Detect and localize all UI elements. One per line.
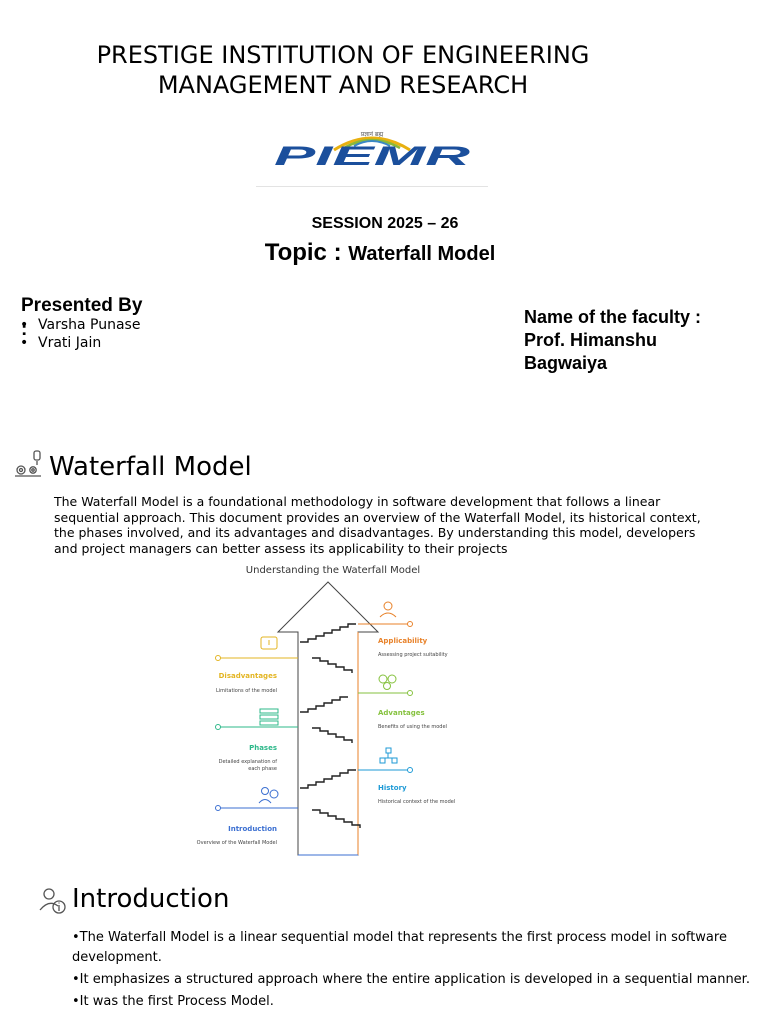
infographic-item-title: History (378, 784, 407, 792)
faculty-block (524, 306, 754, 375)
topic-value: Waterfall Model (348, 243, 496, 265)
infographic-item-desc: Benefits of using the model (378, 724, 447, 730)
student-list (20, 316, 140, 352)
waterfall-infographic (160, 560, 510, 860)
infographic-item-desc: Overview of the Waterfall Model (196, 840, 277, 846)
user-info-icon (38, 886, 68, 916)
user-info-icon (259, 788, 278, 804)
logo-subtext: प्रज्ञानं ब्रह्म (360, 131, 384, 138)
infographic-item-desc: Detailed explanation of each phase (218, 759, 277, 772)
person-thinking-icon (380, 602, 396, 617)
student-name: • Varsha Punase (20, 316, 140, 334)
infographic-item-title: Disadvantages (218, 672, 277, 680)
session-label: SESSION 2025 – 26 (311, 215, 459, 232)
infographic-item-desc: Assessing project suitability (378, 652, 448, 658)
infographic-item-desc: Limitations of the model (215, 688, 277, 694)
list-item: • It was the first Process Model. (72, 992, 752, 1012)
topic-label: Topic : (264, 239, 349, 266)
list-item: • It emphasizes a structured approach where the entire application is developed in a sequential manner. (72, 970, 752, 990)
presented-by-label: Presented By : (21, 295, 143, 340)
faculty-label: Name of the faculty : (524, 307, 702, 327)
infographic-item-title: Introduction (228, 825, 277, 833)
infographic-item-title: Advantages (378, 709, 425, 717)
section-title-waterfall: Waterfall Model (49, 452, 252, 482)
institution-name (40, 40, 646, 100)
stacked-layers-icon (260, 709, 278, 725)
network-nodes-icon (380, 748, 397, 763)
infographic-item-title: Applicability (378, 637, 428, 645)
gears-cluster-icon (379, 675, 396, 690)
piemr-logo (256, 124, 488, 187)
warning-speech-icon (261, 637, 277, 649)
topic-heading (200, 239, 560, 267)
process-gears-icon (12, 449, 44, 479)
infographic-item-title: Phases (249, 744, 277, 752)
list-item: • The Waterfall Model is a linear sequential model that represents the first process model in software development. (72, 928, 752, 968)
infographic-item-desc: Historical context of the model (378, 799, 456, 805)
student-name: • Vrati Jain (20, 334, 140, 352)
waterfall-description: The Waterfall Model is a foundational methodology in software development that follows a linear sequential approach. This document provides an overview of the Waterfall Model, its historical context, the phases involved, and its advantages and disadvantages. By understanding this model, developers and project managers can better assess its applicability to their projects (54, 494, 701, 556)
institution-line-1: PRESTIGE INSTITUTION OF ENGINEERING (96, 41, 590, 69)
introduction-bullets (72, 928, 752, 1014)
section-title-introduction: Introduction (72, 884, 230, 914)
faculty-name: Prof. Himanshu Bagwaiya (524, 330, 658, 373)
infographic-title: Understanding the Waterfall Model (245, 565, 421, 576)
institution-line-2: MANAGEMENT AND RESEARCH (157, 71, 529, 99)
logo-text: PIEMR (274, 141, 472, 171)
